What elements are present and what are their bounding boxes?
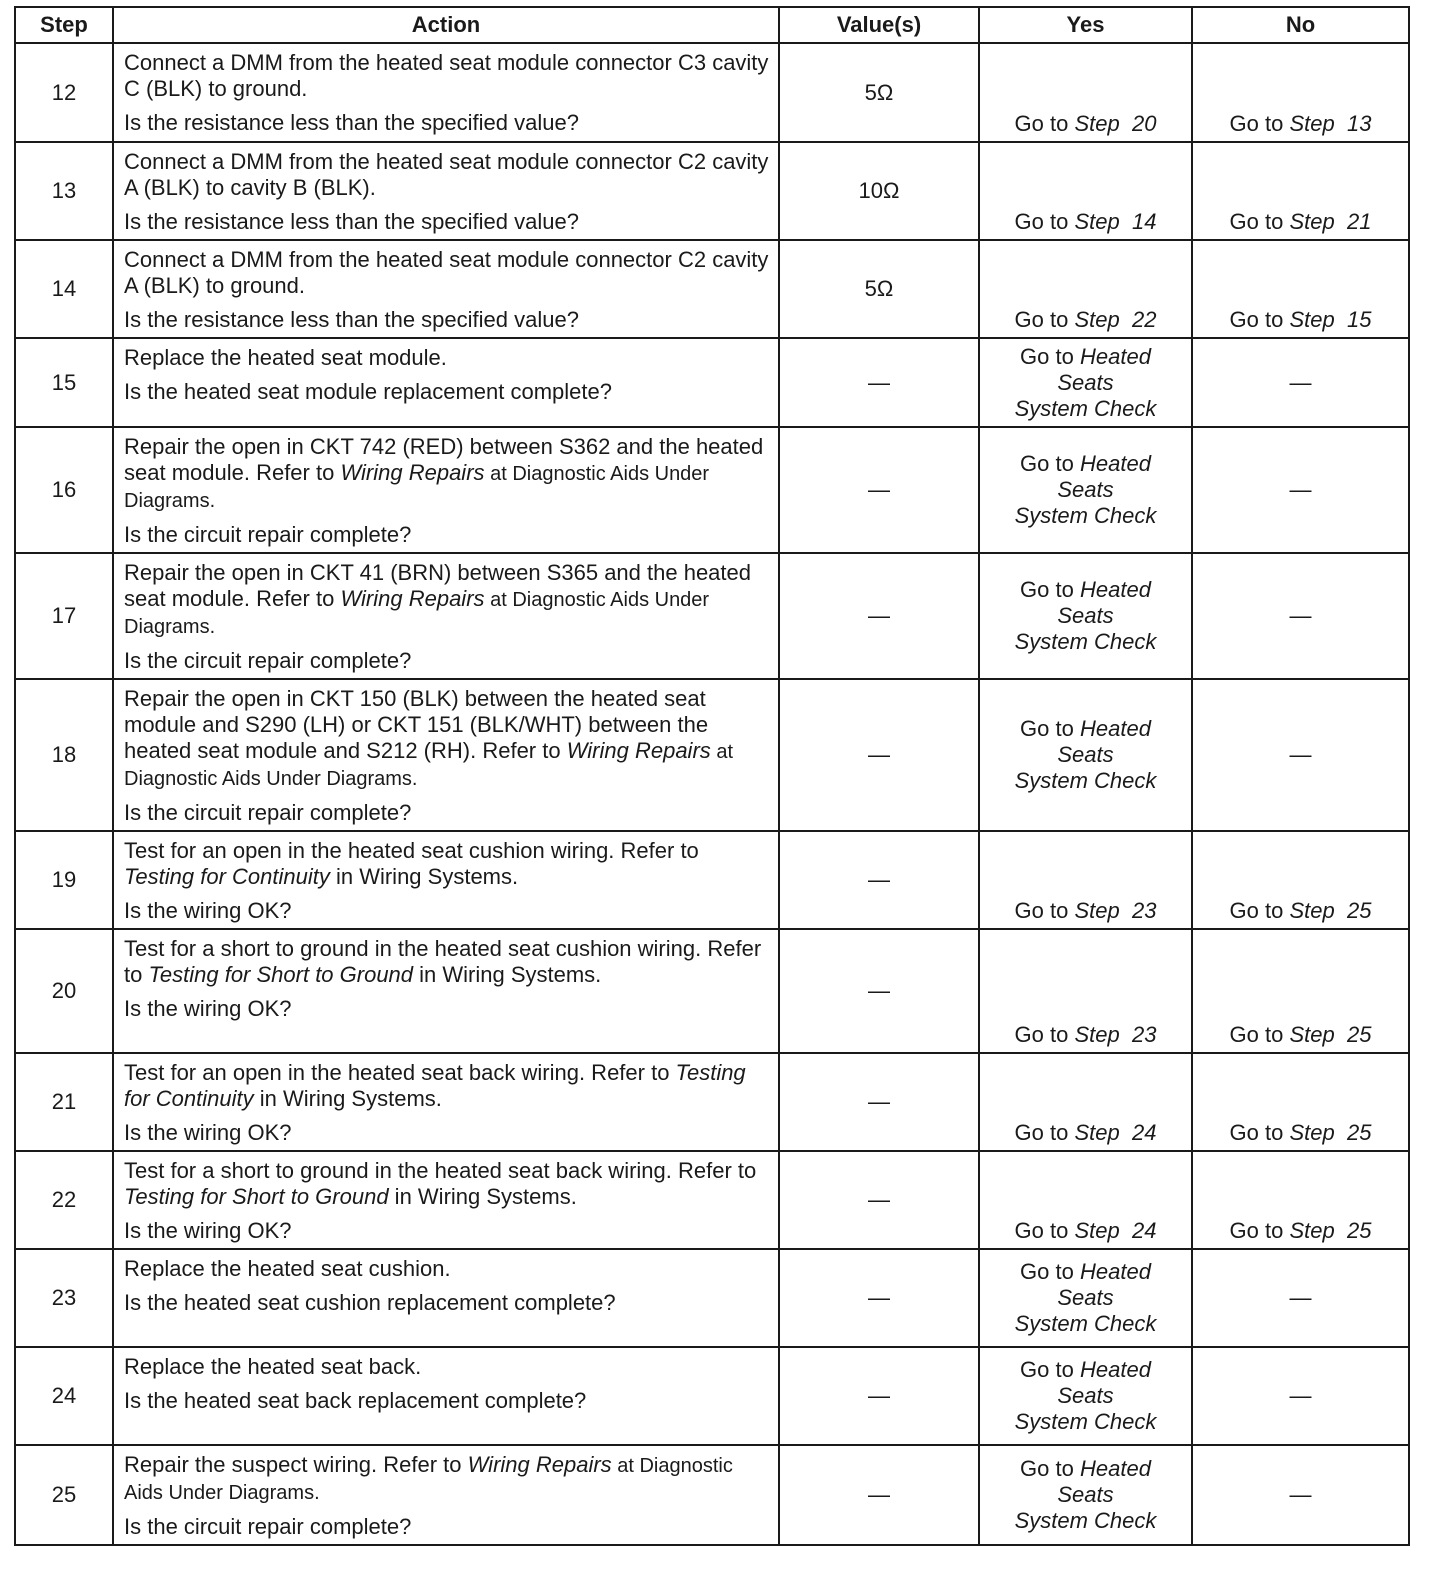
step-number: 21: [15, 1053, 113, 1151]
value-cell: —: [779, 427, 979, 553]
goto-system-check: System Check: [1014, 1311, 1157, 1336]
action-question: Is the wiring OK?: [124, 1120, 292, 1145]
action-cell: [113, 142, 779, 240]
dash: —: [1289, 369, 1312, 395]
goto-heated: Heated: [1079, 716, 1151, 741]
action-question: Is the heated seat back replacement complete?: [124, 1388, 587, 1413]
action-segment: Replace the heated seat module.: [124, 345, 447, 370]
goto-step-label: Step: [1289, 1022, 1335, 1047]
goto-heated: Heated: [1079, 577, 1151, 602]
action-text: [124, 1060, 770, 1112]
action-segment: in Wiring Systems.: [388, 1184, 577, 1209]
goto-prefix: Go to: [1020, 1456, 1074, 1481]
table-row: [15, 43, 1409, 142]
action-text: [124, 686, 770, 792]
yes-cell: [979, 831, 1192, 929]
table-row: [15, 1347, 1409, 1445]
yes-cell: [979, 142, 1192, 240]
action-cell: [113, 427, 779, 553]
action-question: Is the wiring OK?: [124, 898, 292, 923]
goto-step-number: 25: [1346, 1022, 1372, 1047]
action-question: Is the circuit repair complete?: [124, 800, 412, 825]
goto-prefix: Go to: [1020, 451, 1074, 476]
value-cell: —: [779, 929, 979, 1053]
dash: —: [1289, 1383, 1312, 1408]
action-question: Is the circuit repair complete?: [124, 1514, 412, 1539]
value-cell: —: [779, 1151, 979, 1249]
yes-cell: [979, 240, 1192, 338]
no-cell: [1192, 43, 1409, 142]
action-cell: [113, 679, 779, 831]
goto-heated: Heated: [1079, 1259, 1151, 1284]
goto-prefix: Go to: [1020, 577, 1074, 602]
no-cell: [1192, 1053, 1409, 1151]
goto-step-number: 23: [1131, 898, 1157, 923]
yes-cell: [979, 1249, 1192, 1347]
action-reference: Wiring Repairs: [566, 738, 711, 763]
step-number: 22: [15, 1151, 113, 1249]
goto-seats: Seats: [1057, 369, 1114, 395]
goto-step-number: 25: [1346, 1120, 1372, 1145]
goto-step-label: Step: [1289, 111, 1335, 136]
value-cell: 5Ω: [779, 240, 979, 338]
step-number: 15: [15, 338, 113, 427]
action-segment: Repair the open in CKT 150 (BLK) between the heated seat module and S290 (LH) or CKT 151 (BLK/WHT) between the heated seat module and S212 (RH). Refer to: [124, 686, 709, 763]
yes-cell: [979, 427, 1192, 553]
goto-prefix: Go to: [1014, 1120, 1069, 1145]
table-row: [15, 427, 1409, 553]
action-segment: Repair the open in CKT 742 (RED) between S362 and the heated seat module. Refer to: [124, 434, 764, 485]
action-cell: [113, 1249, 779, 1347]
dash: —: [1289, 1285, 1312, 1310]
step-number: 17: [15, 553, 113, 679]
goto-system-check: System Check: [1014, 395, 1157, 421]
goto-step-label: Step: [1074, 1218, 1120, 1243]
no-cell: [1192, 1347, 1409, 1445]
action-cell: [113, 240, 779, 338]
action-text: [124, 434, 770, 514]
goto-prefix: Go to: [1020, 343, 1074, 369]
action-question: Is the resistance less than the specified value?: [124, 307, 579, 332]
action-text: [124, 936, 770, 988]
goto-prefix: Go to: [1014, 1218, 1069, 1243]
header-step: Step: [15, 7, 113, 43]
step-number: 12: [15, 43, 113, 142]
goto-step-number: 23: [1131, 1022, 1157, 1047]
goto-step-number: 14: [1131, 209, 1157, 234]
table-row: [15, 553, 1409, 679]
step-number: 14: [15, 240, 113, 338]
action-reference: Testing for Continuity: [124, 1060, 746, 1111]
table-row: [15, 338, 1409, 427]
action-question: Is the circuit repair complete?: [124, 648, 412, 673]
header-values: Value(s): [779, 7, 979, 43]
yes-cell: [979, 1053, 1192, 1151]
value-cell: —: [779, 553, 979, 679]
table-row: [15, 929, 1409, 1053]
goto-prefix: Go to: [1229, 1022, 1284, 1047]
no-cell: [1192, 929, 1409, 1053]
goto-line: [980, 1357, 1191, 1383]
action-question: Is the wiring OK?: [124, 1218, 292, 1243]
action-segment: Repair the suspect wiring. Refer to: [124, 1452, 468, 1477]
action-cell: [113, 1151, 779, 1249]
action-question: Is the circuit repair complete?: [124, 522, 412, 547]
goto-system-check: System Check: [1014, 768, 1157, 793]
goto-prefix: Go to: [1014, 1022, 1069, 1047]
value-cell: —: [779, 679, 979, 831]
action-cell: [113, 831, 779, 929]
goto-prefix: Go to: [1020, 716, 1074, 741]
action-question: Is the wiring OK?: [124, 996, 292, 1021]
action-text: [124, 1158, 770, 1210]
goto-heated: Heated: [1079, 451, 1151, 476]
goto-prefix: Go to: [1229, 307, 1284, 332]
goto-seats: Seats: [1057, 1383, 1114, 1408]
action-cell: [113, 43, 779, 142]
goto-step-label: Step: [1074, 209, 1120, 234]
value-cell: —: [779, 338, 979, 427]
yes-cell: [979, 553, 1192, 679]
header-action: Action: [113, 7, 779, 43]
table-row: [15, 831, 1409, 929]
no-cell: [1192, 427, 1409, 553]
no-cell: [1192, 240, 1409, 338]
value-cell: 5Ω: [779, 43, 979, 142]
goto-system-check: System Check: [1014, 503, 1157, 528]
goto-step-number: 25: [1346, 1218, 1372, 1243]
action-segment: Replace the heated seat back.: [124, 1354, 422, 1379]
no-cell: [1192, 679, 1409, 831]
goto-step-number: 21: [1346, 209, 1372, 234]
goto-step-number: 22: [1131, 307, 1157, 332]
action-text: [124, 560, 770, 640]
goto-prefix: Go to: [1020, 1259, 1074, 1284]
action-cell: [113, 553, 779, 679]
goto-step-number: 24: [1131, 1120, 1157, 1145]
step-number: 20: [15, 929, 113, 1053]
goto-prefix: Go to: [1014, 898, 1069, 923]
goto-prefix: Go to: [1014, 307, 1069, 332]
action-cell: [113, 929, 779, 1053]
goto-seats: Seats: [1057, 1482, 1114, 1507]
table-row: [15, 1249, 1409, 1347]
value-cell: —: [779, 831, 979, 929]
table-row: [15, 240, 1409, 338]
action-text: [124, 1452, 770, 1506]
no-cell: [1192, 1445, 1409, 1545]
no-cell: [1192, 1249, 1409, 1347]
action-cell: [113, 1053, 779, 1151]
value-cell: —: [779, 1347, 979, 1445]
action-segment: in Wiring Systems.: [413, 962, 602, 987]
diagnostic-table: [14, 6, 1410, 1546]
goto-line: [980, 577, 1191, 603]
goto-prefix: Go to: [1229, 898, 1284, 923]
action-segment: Repair the open in CKT 41 (BRN) between S365 and the heated seat module. Refer to: [124, 560, 751, 611]
action-cell: [113, 338, 779, 427]
goto-step-label: Step: [1289, 898, 1335, 923]
no-cell: [1192, 142, 1409, 240]
action-text: [124, 838, 770, 890]
goto-step-number: 20: [1131, 111, 1157, 136]
action-text: [124, 50, 770, 102]
goto-step-label: Step: [1074, 307, 1120, 332]
action-reference: Testing for Short to Ground: [124, 1184, 389, 1209]
goto-prefix: Go to: [1014, 209, 1069, 234]
table-body: [15, 43, 1409, 1545]
dash: —: [1289, 1482, 1312, 1507]
header-yes: Yes: [979, 7, 1192, 43]
table-row: [15, 1445, 1409, 1545]
action-text: [124, 345, 770, 371]
action-segment: Test for an open in the heated seat cushion wiring. Refer to: [124, 838, 699, 863]
goto-prefix: Go to: [1020, 1357, 1074, 1382]
goto-step-label: Step: [1074, 898, 1120, 923]
action-text: [124, 149, 770, 201]
dash: —: [1289, 477, 1312, 502]
goto-step-number: 24: [1131, 1218, 1157, 1243]
goto-step-label: Step: [1289, 209, 1335, 234]
table-row: [15, 679, 1409, 831]
action-text: [124, 1256, 770, 1282]
header-no: No: [1192, 7, 1409, 43]
action-segment: at Diagnostic Aids Under Diagrams.: [124, 741, 734, 790]
action-question: Is the heated seat cushion replacement complete?: [124, 1290, 616, 1315]
step-number: 19: [15, 831, 113, 929]
action-text: [124, 1354, 770, 1380]
action-cell: [113, 1347, 779, 1445]
action-segment: Test for a short to ground in the heated seat back wiring. Refer to: [124, 1158, 757, 1183]
action-question: Is the heated seat module replacement complete?: [124, 379, 612, 404]
goto-heated: Heated: [1079, 1456, 1151, 1481]
goto-system-check: System Check: [1014, 1409, 1157, 1434]
goto-step-label: Step: [1074, 1120, 1120, 1145]
no-cell: [1192, 338, 1409, 427]
step-number: 25: [15, 1445, 113, 1545]
action-segment: Connect a DMM from the heated seat module connector C2 cavity A (BLK) to ground.: [124, 247, 769, 298]
goto-seats: Seats: [1057, 477, 1114, 502]
goto-step-number: 13: [1346, 111, 1372, 136]
no-cell: [1192, 831, 1409, 929]
action-segment: in Wiring Systems.: [329, 864, 519, 889]
action-segment: in Wiring Systems.: [253, 1086, 442, 1111]
step-number: 24: [15, 1347, 113, 1445]
action-segment: Connect a DMM from the heated seat module connector C2 cavity A (BLK) to cavity B (BLK).: [124, 149, 769, 200]
goto-step-number: 25: [1346, 898, 1372, 923]
value-cell: 10Ω: [779, 142, 979, 240]
action-segment: at Diagnostic Aids Under Diagrams.: [124, 463, 710, 512]
yes-cell: [979, 338, 1192, 427]
value-cell: —: [779, 1445, 979, 1545]
goto-seats: Seats: [1057, 742, 1114, 767]
header-row: [15, 7, 1409, 43]
goto-prefix: Go to: [1229, 111, 1284, 136]
yes-cell: [979, 43, 1192, 142]
goto-seats: Seats: [1057, 1285, 1114, 1310]
action-question: Is the resistance less than the specified value?: [124, 110, 579, 135]
goto-line: [980, 1259, 1191, 1285]
step-number: 18: [15, 679, 113, 831]
goto-line: [980, 716, 1191, 742]
table-row: [15, 1151, 1409, 1249]
goto-line: [980, 1456, 1191, 1482]
yes-cell: [979, 1445, 1192, 1545]
goto-prefix: Go to: [1229, 209, 1284, 234]
action-cell: [113, 1445, 779, 1545]
step-number: 16: [15, 427, 113, 553]
goto-line: [980, 451, 1191, 477]
goto-system-check: System Check: [1014, 1508, 1157, 1533]
table-row: [15, 142, 1409, 240]
step-number: 13: [15, 142, 113, 240]
action-reference: Testing for Continuity: [124, 864, 330, 889]
dash: —: [1289, 742, 1312, 767]
goto-heated: Heated: [1079, 343, 1151, 369]
action-segment: at Diagnostic Aids Under Diagrams.: [124, 1455, 733, 1504]
goto-system-check: System Check: [1014, 629, 1157, 654]
action-segment: at Diagnostic Aids Under Diagrams.: [124, 589, 710, 638]
goto-step-label: Step: [1074, 111, 1120, 136]
goto-prefix: Go to: [1229, 1120, 1284, 1145]
goto-seats: Seats: [1057, 603, 1114, 628]
action-reference: Wiring Repairs: [340, 586, 485, 611]
no-cell: [1192, 553, 1409, 679]
yes-cell: [979, 1151, 1192, 1249]
action-segment: Test for an open in the heated seat back wiring. Refer to: [124, 1060, 676, 1085]
action-reference: Testing for Short to Ground: [148, 962, 414, 987]
action-segment: Replace the heated seat cushion.: [124, 1256, 451, 1281]
goto-prefix: Go to: [1014, 111, 1069, 136]
goto-step-label: Step: [1289, 307, 1335, 332]
action-text: [124, 247, 770, 299]
goto-step-label: Step: [1289, 1120, 1335, 1145]
table-row: [15, 1053, 1409, 1151]
goto-prefix: Go to: [1229, 1218, 1284, 1243]
yes-cell: [979, 929, 1192, 1053]
dash: —: [1289, 603, 1312, 628]
goto-step-number: 15: [1346, 307, 1372, 332]
goto-step-label: Step: [1074, 1022, 1120, 1047]
action-question: Is the resistance less than the specified value?: [124, 209, 579, 234]
yes-cell: [979, 1347, 1192, 1445]
goto-heated: Heated: [1079, 1357, 1151, 1382]
yes-cell: [979, 679, 1192, 831]
action-segment: Test for a short to ground in the heated seat cushion wiring. Refer to: [124, 936, 762, 987]
no-cell: [1192, 1151, 1409, 1249]
action-reference: Wiring Repairs: [340, 460, 485, 485]
goto-line: [980, 344, 1191, 370]
value-cell: —: [779, 1053, 979, 1151]
action-segment: Connect a DMM from the heated seat module connector C3 cavity C (BLK) to ground.: [124, 50, 769, 101]
goto-step-label: Step: [1289, 1218, 1335, 1243]
action-reference: Wiring Repairs: [467, 1452, 612, 1477]
step-number: 23: [15, 1249, 113, 1347]
value-cell: —: [779, 1249, 979, 1347]
